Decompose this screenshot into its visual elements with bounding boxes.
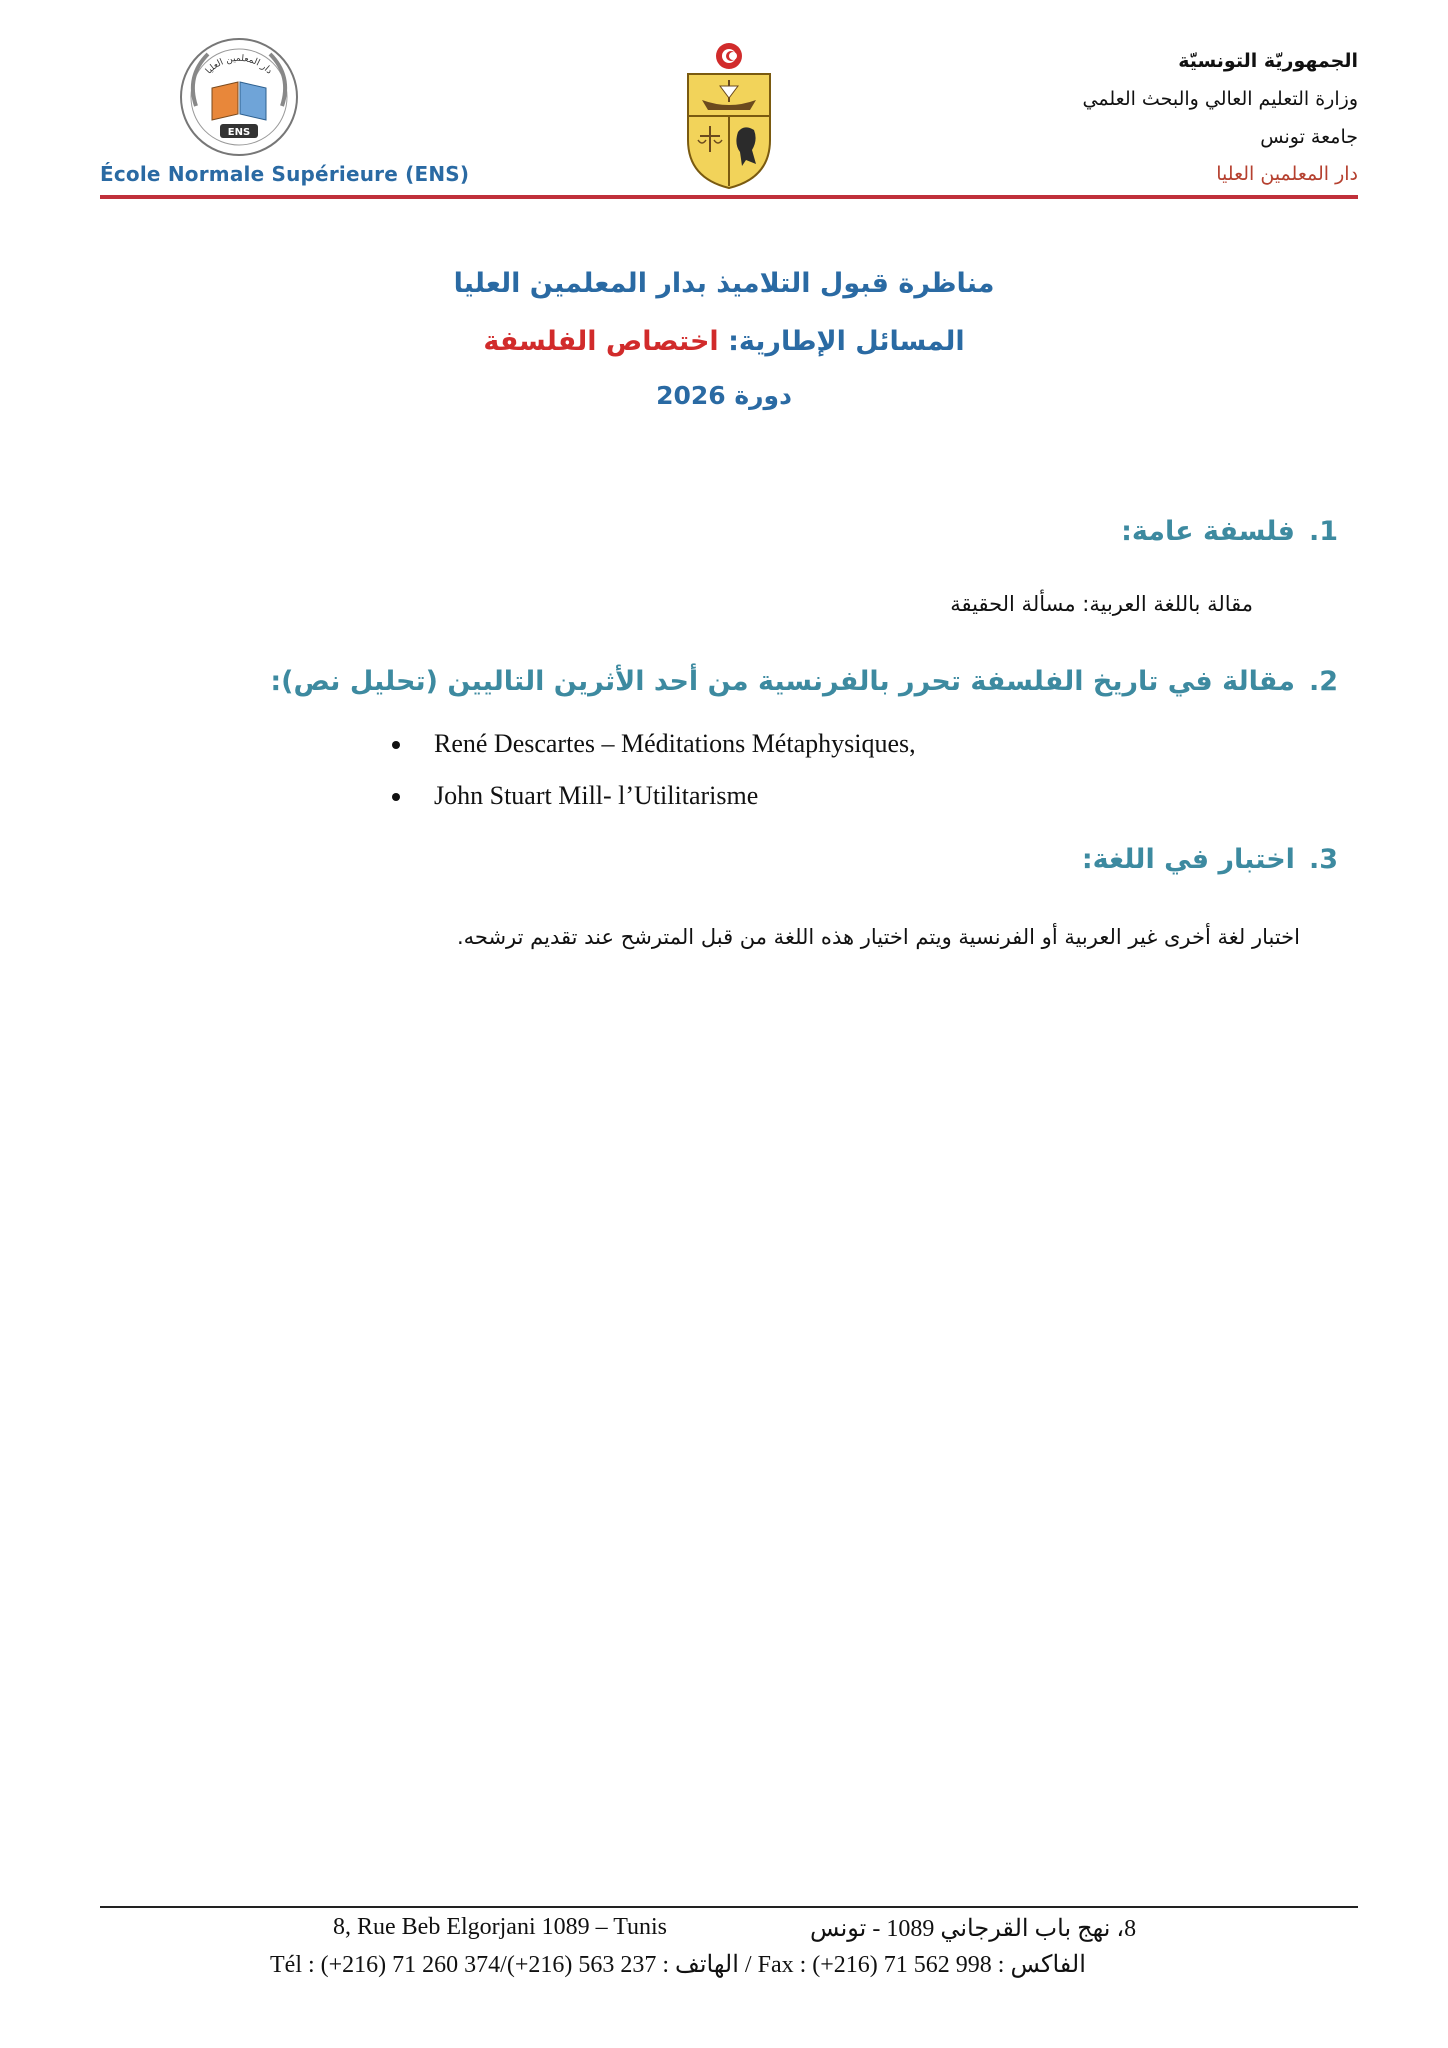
list-item [388,770,916,822]
section-3-heading [1082,844,1338,875]
ens-logo-badge: ENS [227,127,251,138]
bullet-icon [392,741,400,749]
header-university: جامعة تونس [1260,126,1358,148]
list-item-text: René Descartes – Méditations Métaphysiques, [434,729,916,758]
list-item [388,718,916,770]
header-republic: الجمهوريّة التونسيّة [1178,50,1358,72]
header-ministry: وزارة التعليم العالي والبحث العلمي [1082,88,1358,110]
header-divider [100,195,1358,199]
footer-address-ar: 8، نهج باب القرجاني 1089 - تونس [810,1916,1137,1942]
section-2-list [388,718,916,822]
page-subtitle [0,326,1448,357]
section-2-title: مقالة في تاريخ الفلسفة تحرر بالفرنسية من أحد الأثرين التاليين (تحليل نص): [270,666,1295,697]
footer-address-fr: 8, Rue Beb Elgorjani 1089 – Tunis [333,1914,668,1940]
ens-logo-ring-text: دار المعلمين العليا [204,53,274,77]
coat-of-arms-emblem [682,40,776,190]
section-1-number: 1. [1308,516,1338,547]
section-1-heading [1121,516,1338,547]
ens-logo [178,36,300,158]
section-3-number: 3. [1308,844,1338,875]
section-3-title: اختبار في اللغة: [1081,844,1295,875]
header-school-ar: دار المعلمين العليا [1216,163,1358,185]
section-2-number: 2. [1308,666,1338,697]
section-3-text: اختبار لغة أخرى غير العربية أو الفرنسية ويتم اختيار هذه اللغة من قبل المترشح عند تقديم ترشحه. [456,925,1300,949]
section-1-title: فلسفة عامة: [1121,516,1295,547]
section-1-text: مقالة باللغة العربية: مسألة الحقيقة [950,592,1253,616]
session-year: دورة 2026 [656,381,792,410]
list-item-text: John Stuart Mill- l’Utilitarisme [434,781,759,810]
subtitle-specialty: اختصاص الفلسفة [483,326,719,357]
section-2-heading [270,666,1338,697]
header-school-fr: École Normale Supérieure (ENS) [100,162,470,186]
footer-divider [100,1906,1358,1908]
bullet-icon [392,793,400,801]
page-title: مناظرة قبول التلاميذ بدار المعلمين العليا [453,268,995,299]
subtitle-prefix: المسائل الإطارية: [718,326,965,357]
footer-contacts: Tél : (+216) 71 260 374/(+216) 563 237 : الهاتف / Fax : (+216) 71 562 998 : الفاكس [270,1952,1086,1978]
